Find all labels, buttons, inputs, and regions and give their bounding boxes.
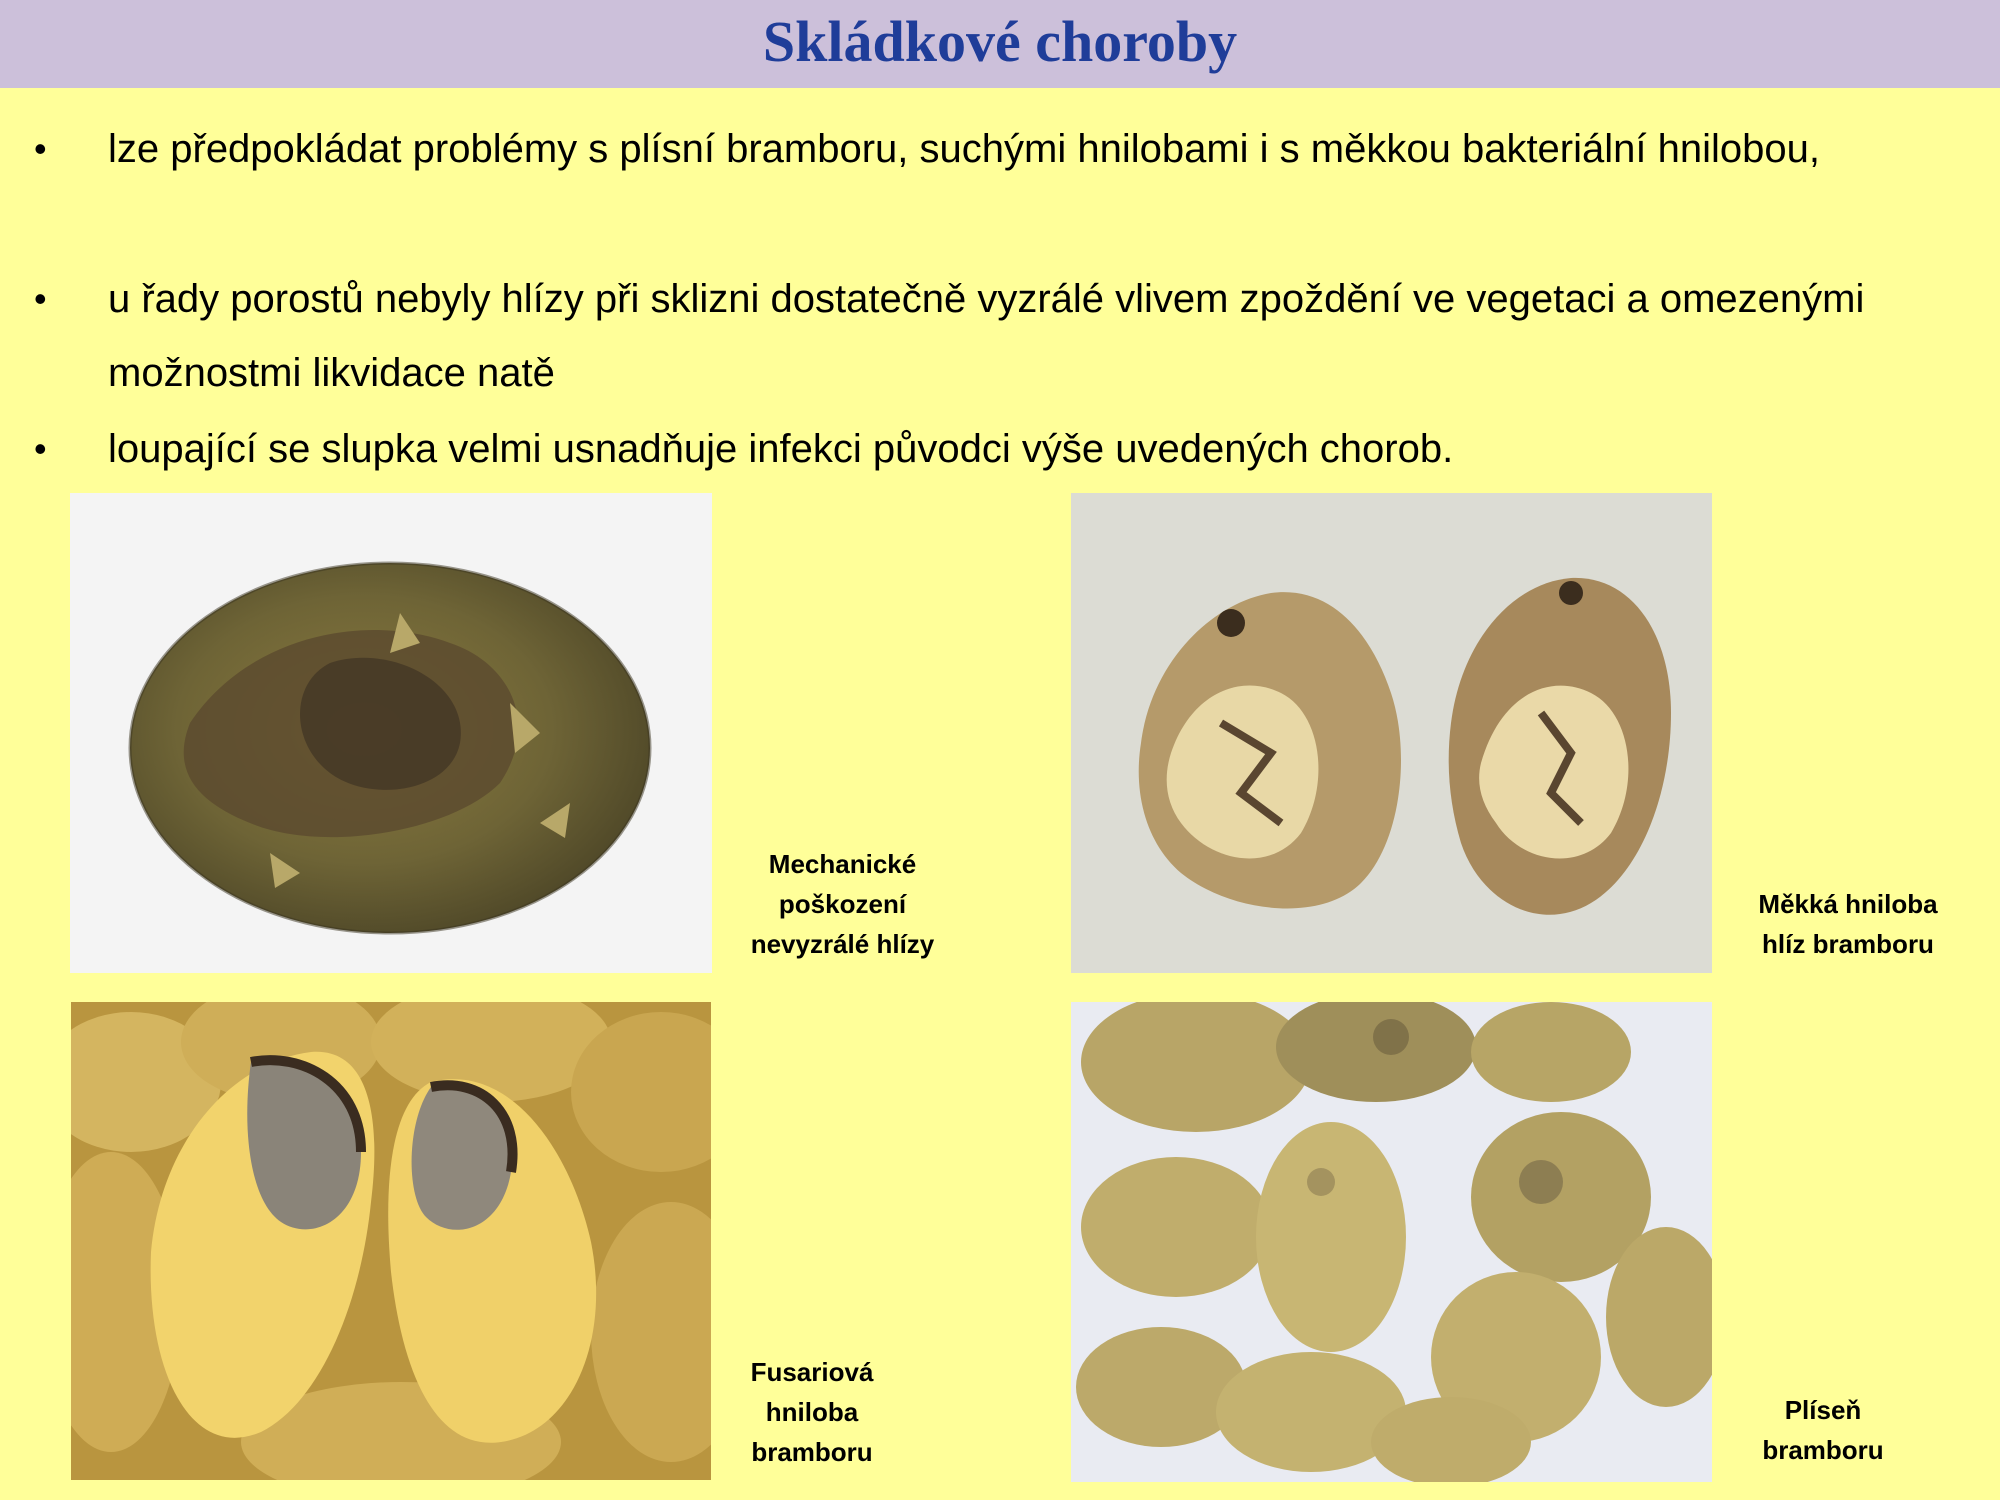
bullet-text-3: loupající se slupka velmi usnadňuje infekci původci výše uvedených chorob. xyxy=(108,427,1454,471)
caption-soft-rot: Měkká hniloba hlíz bramboru xyxy=(1758,889,1938,959)
caption-late-blight: Plíseň bramboru xyxy=(1762,1395,1884,1465)
bullet-marker: • xyxy=(34,278,47,319)
photo-soft-rot xyxy=(1071,493,1712,973)
photo-late-blight xyxy=(1071,1002,1712,1482)
photo-mechanical-damage xyxy=(70,493,712,973)
bullet-text-2: u řady porostů nebyly hlízy při sklizni dostatečně vyzrálé vlivem zpoždění ve vegetaci a omezenými možnostmi likvidace natě xyxy=(108,277,1865,395)
caption-mechanical-damage: Mechanické poškození nevyzrálé hlízy xyxy=(750,849,935,959)
bullet-marker: • xyxy=(34,428,47,469)
bullet-text-1: lze předpokládat problémy s plísní bramboru, suchými hnilobami i s měkkou bakteriální hnilobou, xyxy=(108,127,1820,171)
bullet-marker: • xyxy=(34,128,47,169)
caption-fusarium-rot: Fusariová hniloba bramboru xyxy=(750,1357,874,1467)
photo-fusarium-rot xyxy=(71,1002,711,1480)
slide-title: Skládkové choroby xyxy=(762,9,1238,74)
